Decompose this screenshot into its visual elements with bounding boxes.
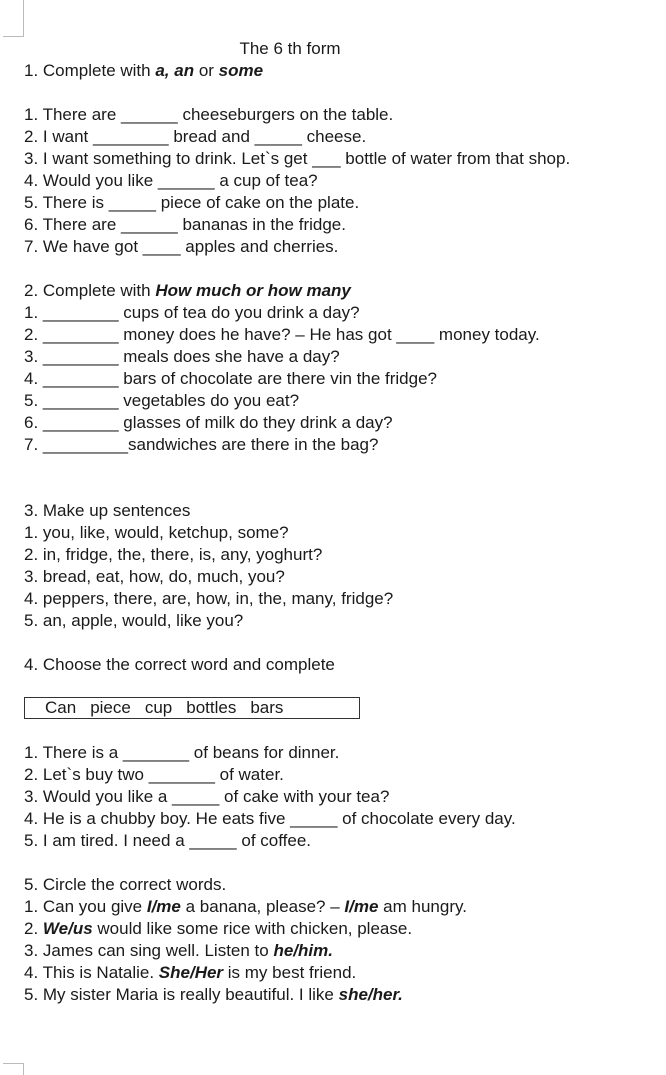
exercise-item: 1. Can you give I/me a banana, please? – I/me am hungry. [24,897,467,916]
exercise-item: 5. an, apple, would, like you? [24,611,244,630]
exercise-item: 7. We have got ____ apples and cherries. [24,237,339,256]
word-box-word: bars [250,698,284,717]
section-heading: 4. Choose the correct word and complete [24,655,335,674]
exercise-item: 5. My sister Maria is really beautiful. I like she/her. [24,985,403,1004]
exercise-item: 4. ________ bars of chocolate are there vin the fridge? [24,369,438,388]
word-box-word: Can [45,698,77,717]
exercise-item: 4. peppers, there, are, how, in, the, many, fridge? [24,589,394,608]
section-heading: 1. Complete with a, an or some [24,61,264,80]
page-title: The 6 th form [239,39,341,58]
exercise-item: 3. bread, eat, how, do, much, you? [24,567,285,586]
exercise-item: 2. We/us would like some rice with chicken, please. [24,919,413,938]
section-heading: 2. Complete with How much or how many [24,281,351,300]
exercise-item: 5. There is _____ piece of cake on the plate. [24,193,360,212]
exercise-item: 3. I want something to drink. Let`s get ___ bottle of water from that shop. [24,149,571,168]
exercise-item: 4. This is Natalie. She/Her is my best friend. [24,963,357,982]
exercise-item: 4. He is a chubby boy. He eats five _____ of chocolate every day. [24,809,516,828]
exercise-item: 2. Let`s buy two _______ of water. [24,765,284,784]
exercise-item: 5. I am tired. I need a _____ of coffee. [24,831,311,850]
exercise-item: 1. There are ______ cheeseburgers on the table. [24,105,394,124]
exercise-item: 1. There is a _______ of beans for dinner. [24,743,340,762]
page-corner-mark [3,0,24,37]
word-box-word: piece [90,698,131,717]
exercise-item: 4. Would you like ______ a cup of tea? [24,171,318,190]
word-box-word: cup [144,698,173,717]
exercise-item: 2. in, fridge, the, there, is, any, yoghurt? [24,545,323,564]
exercise-item: 3. Would you like a _____ of cake with your tea? [24,787,390,806]
exercise-item: 7. _________sandwiches are there in the bag? [24,435,379,454]
word-box [24,697,360,719]
section-heading: 3. Make up sentences [24,501,191,520]
exercise-item: 6. ________ glasses of milk do they drink a day? [24,413,393,432]
word-box-word: bottles [186,698,237,717]
exercise-item: 3. James can sing well. Listen to he/him. [24,941,333,960]
exercise-item: 2. I want ________ bread and _____ cheese. [24,127,367,146]
exercise-item: 5. ________ vegetables do you eat? [24,391,300,410]
exercise-item: 1. ________ cups of tea do you drink a day? [24,303,360,322]
section-heading: 5. Circle the correct words. [24,875,227,894]
exercise-item: 2. ________ money does he have? – He has got ____ money today. [24,325,540,344]
exercise-item: 6. There are ______ bananas in the fridge. [24,215,346,234]
page-corner-mark [3,1063,24,1075]
exercise-item: 3. ________ meals does she have a day? [24,347,340,366]
exercise-item: 1. you, like, would, ketchup, some? [24,523,289,542]
